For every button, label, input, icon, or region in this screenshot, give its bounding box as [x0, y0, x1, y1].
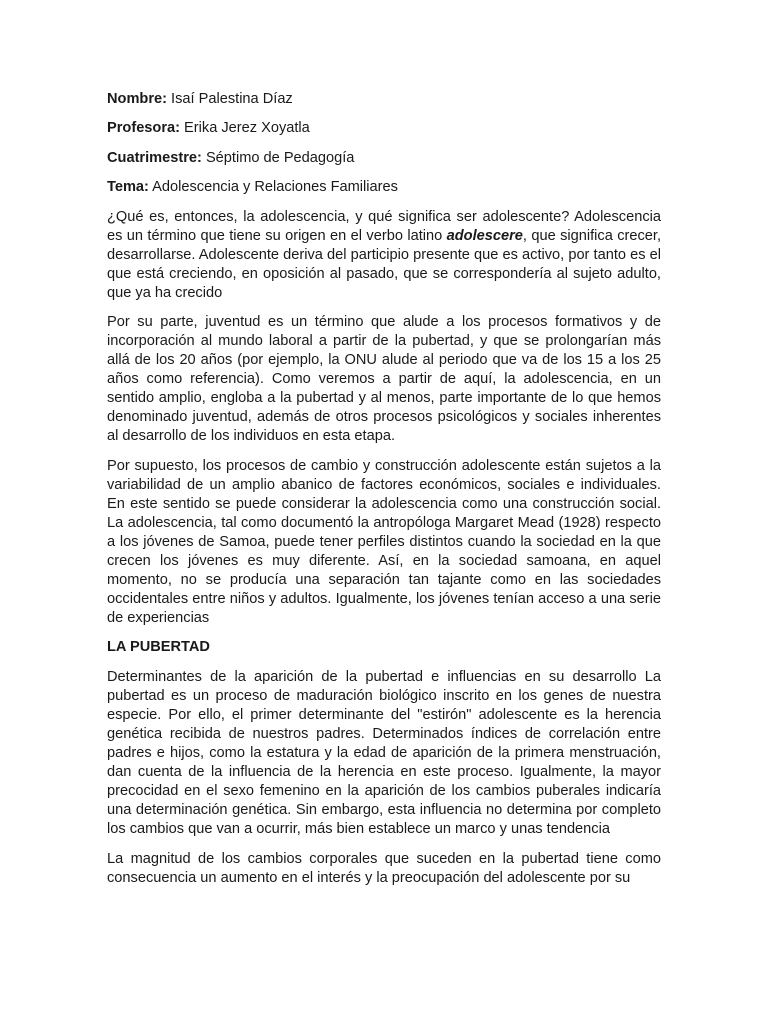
- document-body: [107, 90, 661, 898]
- tema-value: Adolescencia y Relaciones Familiares: [148, 179, 398, 196]
- nombre-line: [107, 90, 661, 109]
- latin-term: adolescere: [446, 227, 523, 244]
- paragraph-determinantes-pubertad: Determinantes de la aparición de la pubertad e influencias en su desarrollo La pubertad es un proceso de maduración biológico inscrito en los genes de nuestra especie. Por ello, el primer determinante del "estirón" adolescente es la herencia genética recibida de nuestros padres. Determinados índices de correlación entre padres e hijos, como la estatura y la edad de aparición de la primera menstruación, dan cuenta de la influencia de la herencia en este proceso. Igualmente, la mayor precocidad en el sexo femenino en la aparición de los cambios puberales indicaría una determinación genética. Sin embargo, esta influencia no determina por completo los cambios que van a ocurrir, más bien establece un marco y unas tendencia: [107, 669, 661, 838]
- section-heading-pubertad: LA PUBERTAD: [107, 639, 210, 656]
- cuatrimestre-label: Cuatrimestre:: [107, 149, 202, 166]
- cuatrimestre-value: Séptimo de Pedagogía: [201, 149, 355, 166]
- profesora-line: [107, 119, 661, 138]
- tema-line: [107, 178, 661, 197]
- cuatrimestre-line: [107, 149, 661, 168]
- paragraph-text: ¿Qué es, entonces, la adolescencia, y qué significa ser adolescente? Adolescencia es un término que tiene su origen en el verbo latino: [107, 208, 661, 244]
- profesora-value: Erika Jerez Xoyatla: [180, 120, 310, 137]
- paragraph-juventud: Por su parte, juventud es un término que alude a los procesos formativos y de incorporación al mundo laboral a partir de la pubertad, y que se prolongarían más allá de los 20 años (por ejemplo, la ONU alude al periodo que va de los 15 a los 25 años como referencia). Como veremos a partir de aquí, la adolescencia, en un sentido amplio, engloba a la pubertad y al menos, parte importante de lo que hemos denominado juventud, además de otros procesos psicológicos y sociales inherentes al desarrollo de los individuos en esta etapa.: [107, 314, 661, 445]
- tema-label: Tema:: [107, 179, 149, 196]
- paragraph-cambios-corporales: La magnitud de los cambios corporales que suceden en la pubertad tiene como consecuencia un aumento en el interés y la preocupación del adolescente por su: [107, 850, 661, 886]
- nombre-value: Isaí Palestina Díaz: [167, 91, 293, 107]
- nombre-label: Nombre:: [107, 91, 167, 107]
- paragraph-construccion-social: Por supuesto, los procesos de cambio y construcción adolescente están sujetos a la variabilidad de un amplio abanico de factores económicos, sociales e individuales. En este sentido se puede considerar la adolescencia como una construcción social. La adolescencia, tal como documentó la antropóloga Margaret Mead (1928) respecto a los jóvenes de Samoa, puede tener perfiles distintos cuando la sociedad en la que crecen los jóvenes es muy diferente. Así, en la sociedad samoana, en aquel momento, no se producía una separación tan tajante como en las sociedades occidentales entre niños y adultos. Igualmente, los jóvenes tenían acceso a una serie de experiencias: [107, 457, 661, 626]
- paragraph-text: , que significa crecer, desarrollarse. Adolescente deriva del participio presente que es activo, por tanto es el que está creciendo, en oposición al pasado, que se correspondería al sujeto adulto, que ya ha crecido: [107, 227, 661, 301]
- profesora-label: Profesora:: [107, 120, 180, 137]
- paragraph-adolescencia-definicion: [107, 208, 661, 303]
